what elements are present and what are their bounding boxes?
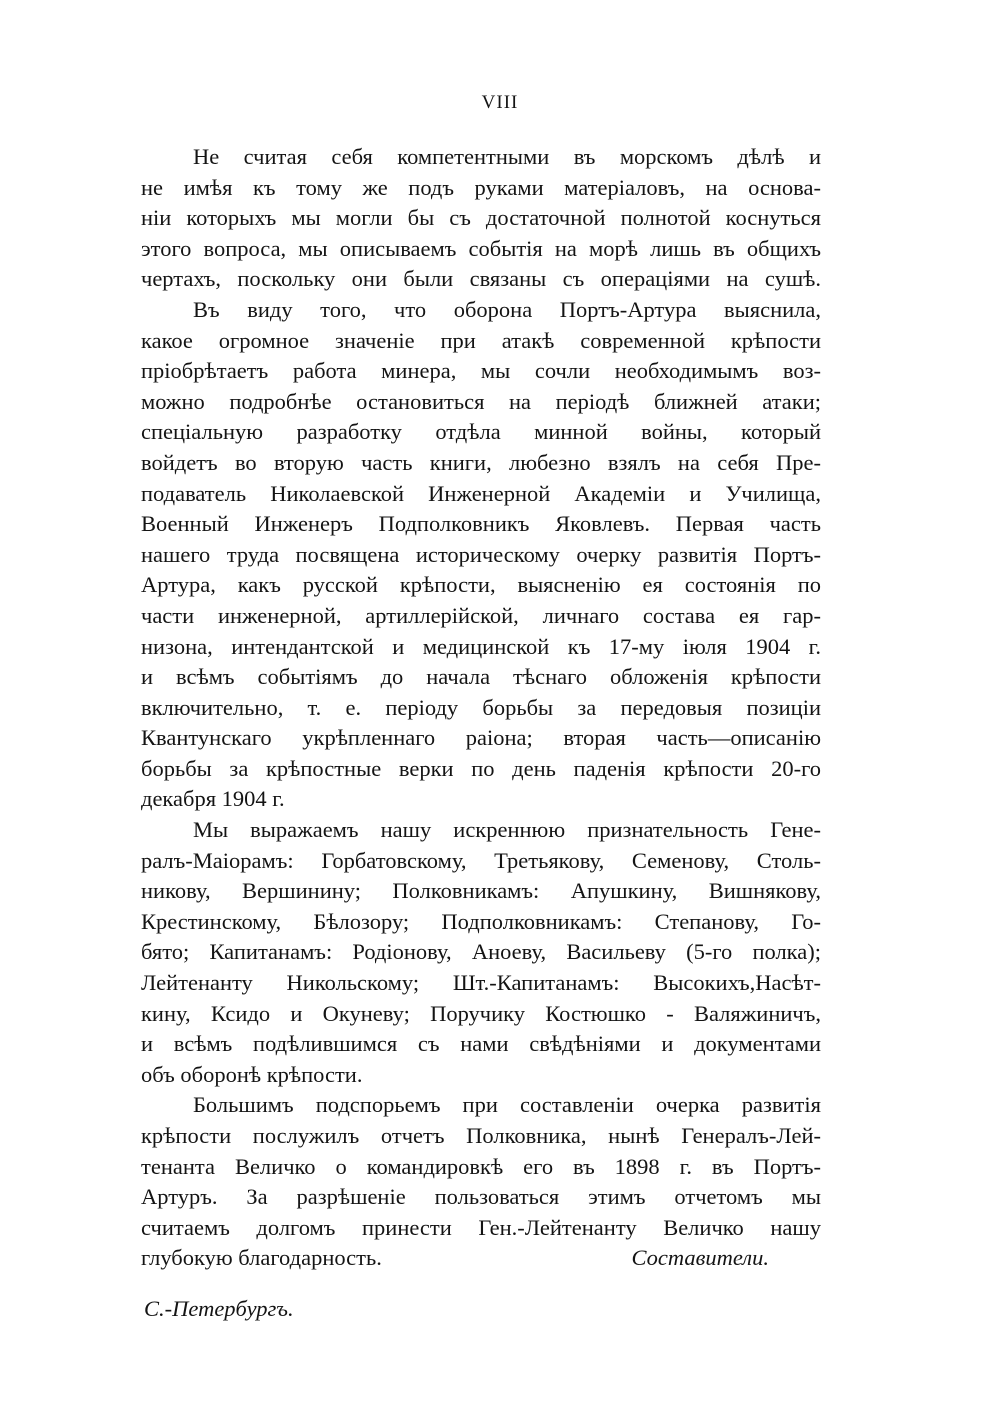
paragraph-3 [141,815,821,1090]
text-line: низона, интендантской и медицинской къ 17-му іюля 1904 г. [141,633,821,659]
text-line: Большимъ подспорьемъ при составленіи очерка развитія [193,1092,821,1118]
text-line: Мы выражаемъ нашу искреннюю признательность Гене- [193,817,821,843]
preface-text [141,142,821,1274]
text-line: Не считая себя компетентными въ морскомъ дѣлѣ и [193,144,821,169]
text-line: Лейтенанту Никольскому; Шт.-Капитанамъ: Высокихъ,Насѣт- [141,970,821,996]
text-line: тенанта Величко о командировкѣ его въ 1898 г. въ Портъ- [141,1153,821,1179]
closing-row [141,1243,821,1274]
text-line: бято; Капитанамъ: Родіонову, Аноеву, Васильеву (5-го полка); [141,939,821,965]
text-line: и всѣмъ событіямъ до начала тѣснаго обложенія крѣпости [141,664,821,690]
text-line: Артура, какъ русской крѣпости, выясненію ея состоянія по [141,572,821,598]
text-line: глубокую благодарность. [141,1245,382,1271]
text-line: объ оборонѣ крѣпости. [141,1061,363,1087]
text-line: борьбы за крѣпостные верки по день паденія крѣпости 20-го [141,755,821,781]
text-line: Въ виду того, что оборона Портъ-Артура выяснила, [193,296,821,322]
text-line: никову, Вершинину; Полковникамъ: Апушкину, Вишнякову, [141,878,821,904]
text-line: ніи которыхъ мы могли бы съ достаточной полнотой коснуться [141,205,821,231]
text-line: ралъ-Маіорамъ: Горбатовскому, Третьякову, Семенову, Столь- [141,847,821,873]
text-line: декабря 1904 г. [141,786,285,812]
text-line: этого вопроса, мы описываемъ событія на морѣ лишь въ общихъ [141,235,821,261]
text-line: чертахъ, поскольку они были связаны съ операціями на сушѣ. [141,266,821,292]
text-line: включительно, т. е. періоду борьбы за передовыя позиціи [141,694,821,720]
text-line: части инженерной, артиллерійской, личнаго состава ея гар- [141,602,821,628]
text-line: какое огромное значеніе при атакѣ современной крѣпости [141,327,821,353]
page-number: VIII [481,92,519,113]
text-line: пріобрѣтаетъ работа минера, мы сочли необходимымъ воз- [141,358,821,384]
text-line: крѣпости послужилъ отчетъ Полковника, нынѣ Генералъ-Лей- [141,1123,821,1148]
text-line: спеціальную разработку отдѣла минной войны, который [141,419,821,445]
text-line: и всѣмъ подѣлившимся съ нами свѣдѣніями и документами [141,1031,821,1057]
text-line: нашего труда посвящена историческому очерку развитія Портъ- [141,541,821,567]
paragraph-4 [141,1090,821,1274]
text-line: войдетъ во вторую часть книги, любезно взялъ на себя Пре- [141,449,821,475]
text-line: подаватель Николаевской Инженерной Академіи и Училища, [141,480,821,506]
text-line: Военный Инженеръ Подполковникъ Яковлевъ. Первая часть [141,511,821,537]
signature: Составители. [631,1245,769,1271]
text-line: кину, Ксидо и Окуневу; Поручику Костюшко - Валяжиничъ, [141,1000,821,1026]
paragraph-2 [141,295,821,815]
text-line: Крестинскому, Бѣлозору; Подполковникамъ: Степанову, Го- [141,908,821,934]
text-line: не имѣя къ тому же подъ руками матеріаловъ, на основа- [141,174,821,200]
paragraph-1 [141,142,821,295]
text-line: можно подробнѣе остановиться на періодѣ ближней атаки; [141,388,821,414]
text-line: Квантунскаго укрѣпленнаго раіона; вторая часть—описанію [141,725,821,751]
text-line: Артуръ. За разрѣшеніе пользоваться этимъ отчетомъ мы [141,1184,821,1210]
place-of-writing: С.-Петербургъ. [144,1296,294,1321]
text-line: считаемъ долгомъ принести Ген.-Лейтенанту Величко нашу [141,1214,821,1240]
